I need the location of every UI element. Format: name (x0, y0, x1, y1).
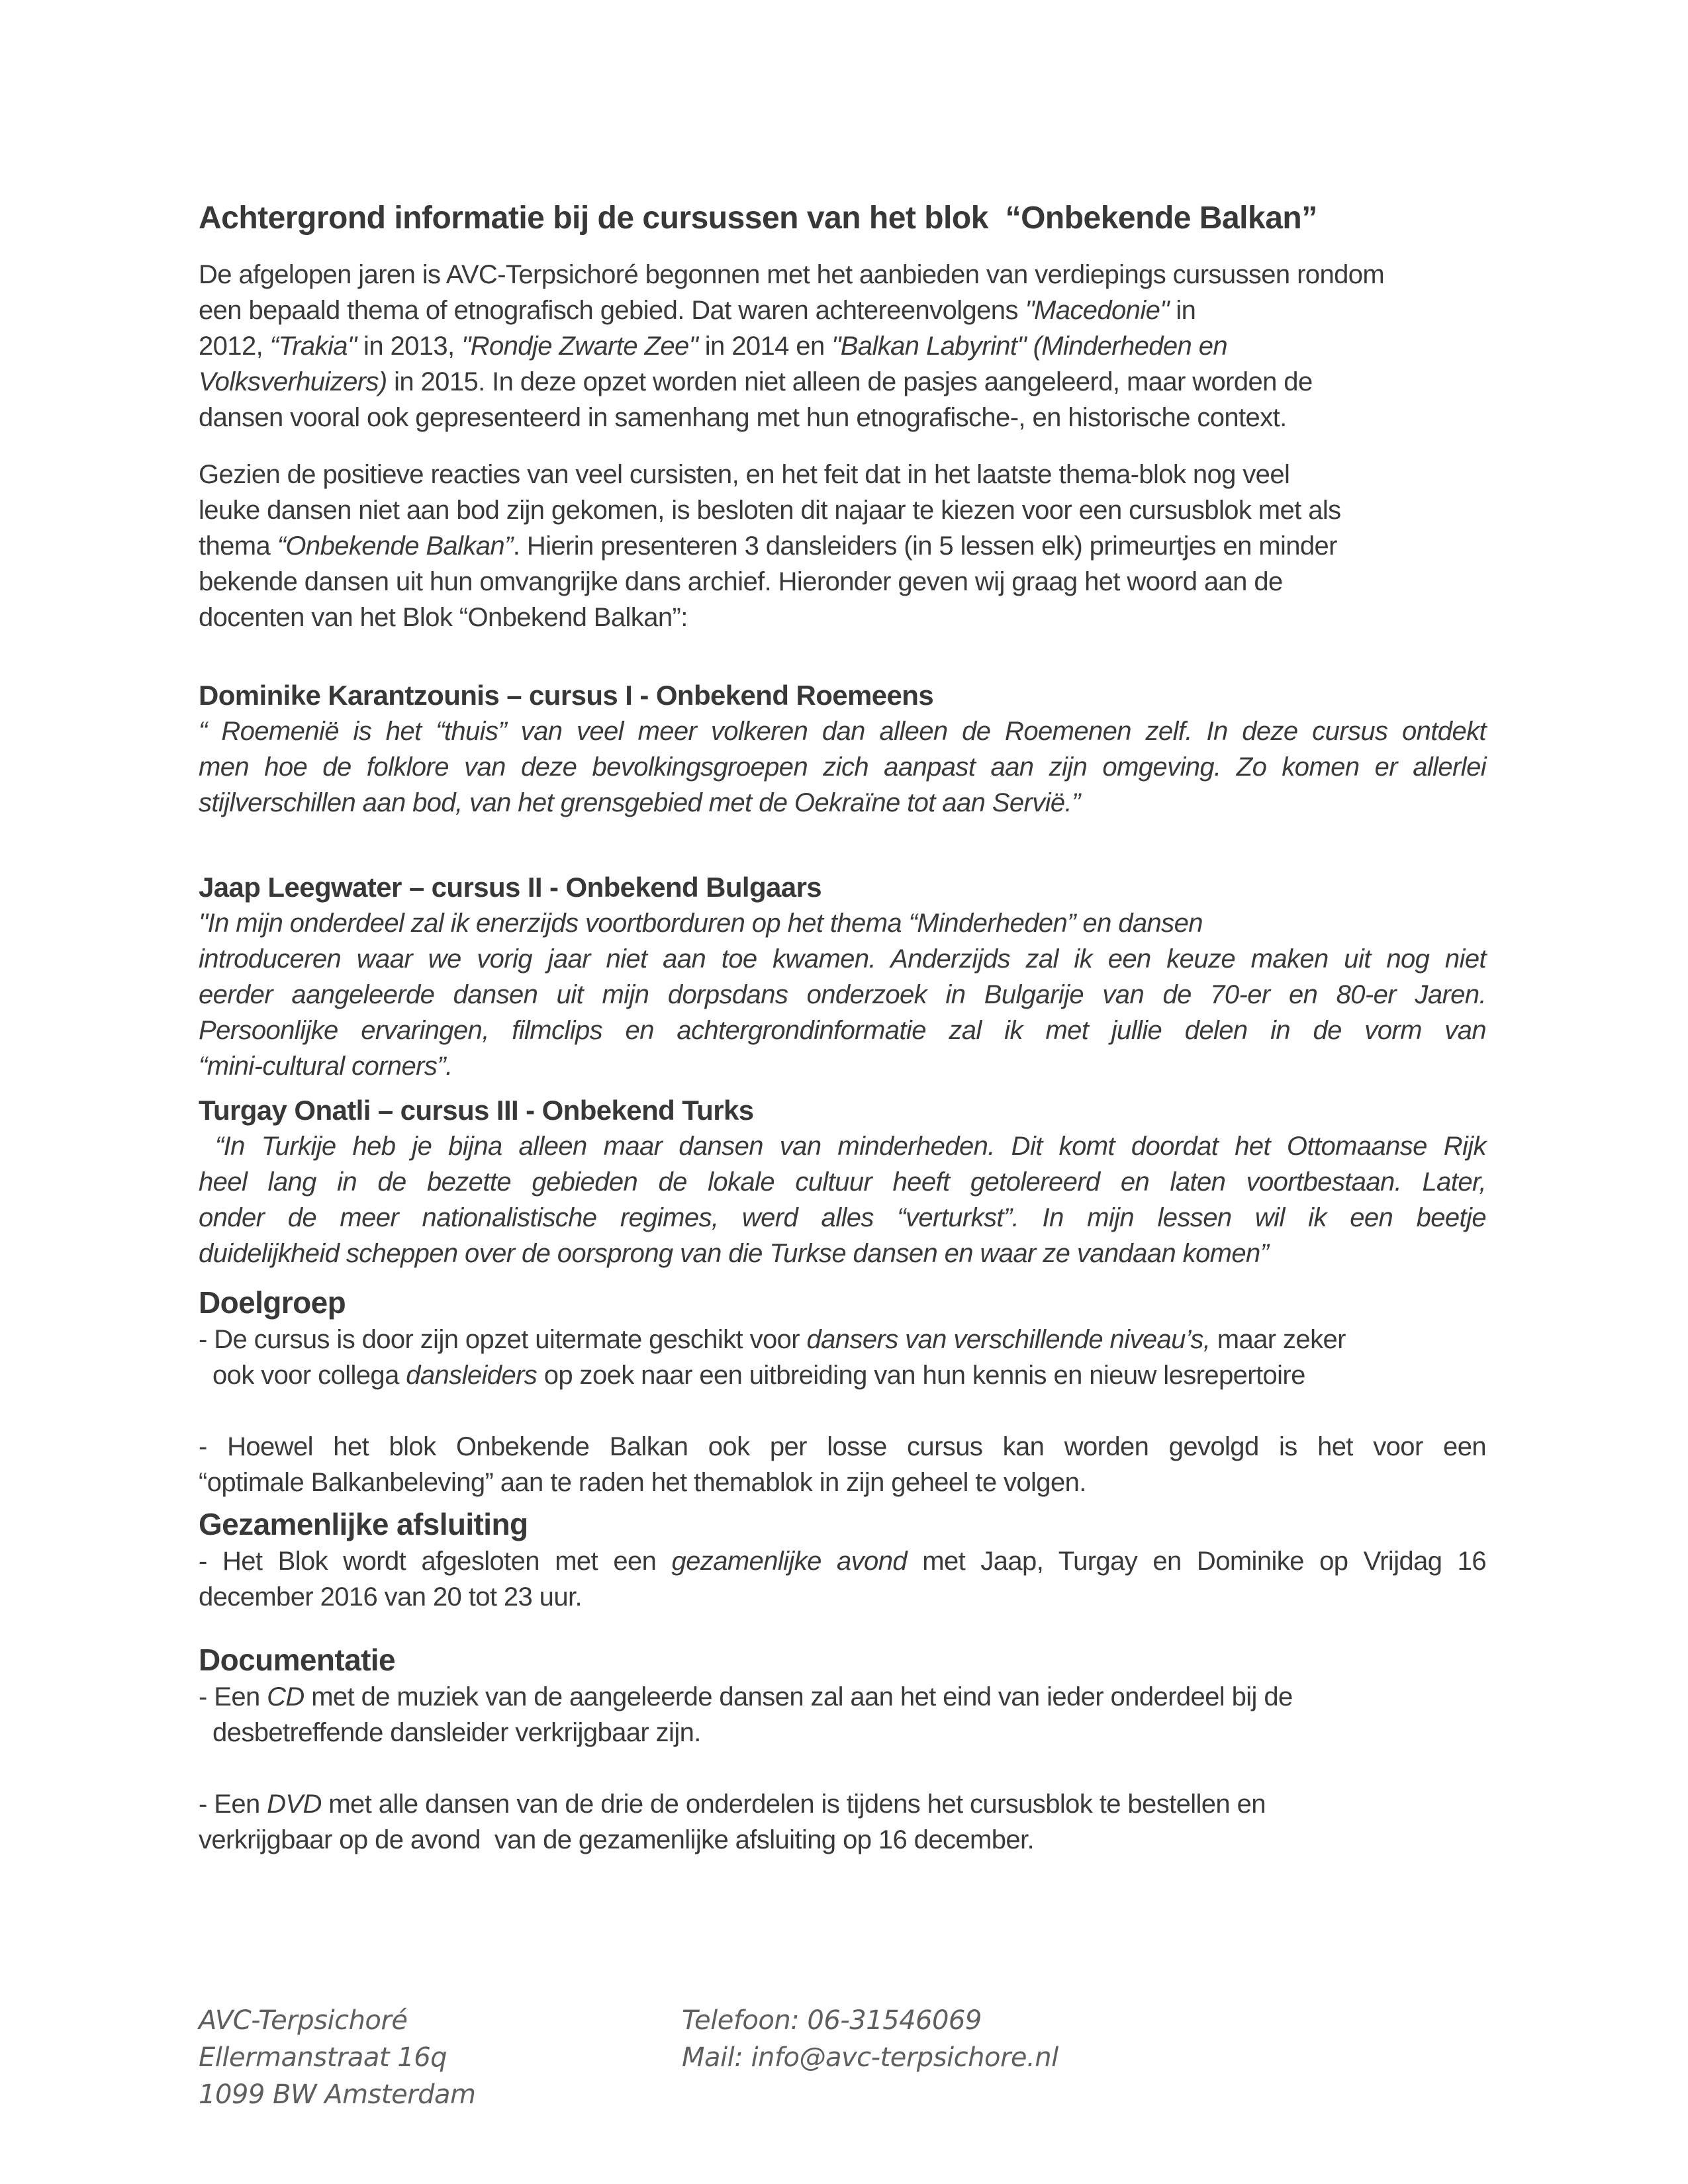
intro-paragraph-text-run: 2012, (199, 332, 270, 361)
intro-paragraph-text-run: in 2014 en (698, 332, 832, 361)
intro-paragraph-text-run: De afgelopen jaren is AVC-Terpsichoré begonnen met het aanbieden van verdiepings cursussen rondom (199, 260, 1385, 289)
gezamenlijke-bullet-text-run: december 2016 van 20 tot 23 uur. (199, 1582, 583, 1612)
documentatie-dvd-bullet-text-run: verkrijgbaar op de avond van de gezamenlijke afsluiting op 16 december. (199, 1825, 1035, 1854)
doelgroep-bullet-1-line (199, 1357, 1486, 1393)
intro-paragraph-italic-run: (Minderheden en (1033, 332, 1227, 361)
quote-turgay-text-run: onder de meer nationalistische regimes, werd alles “verturkst”. In mijn lessen wil ik een beetje (199, 1203, 1486, 1232)
intro-paragraph (199, 257, 1486, 435)
intro-paragraph-line (199, 364, 1486, 400)
heading-turgay: Turgay Onatli – cursus III - Onbekend Turks (199, 1095, 754, 1126)
quote-jaap-text-run: Persoonlijke ervaringen, filmclips en achtergrondinformatie zal ik met jullie delen in de vorm van (199, 1016, 1486, 1045)
intro-paragraph-2-text-run: thema (199, 531, 277, 561)
gezamenlijke-bullet-line (199, 1543, 1486, 1579)
intro-paragraph-line (199, 257, 1486, 293)
doelgroep-bullet-2-line (199, 1465, 1486, 1500)
intro-paragraph-2-text-run: docenten van het Blok “Onbekend Balkan”: (199, 603, 688, 632)
heading-jaap: Jaap Leegwater – cursus II - Onbekend Bulgaars (199, 872, 822, 903)
document-content (199, 199, 1486, 1858)
gezamenlijke-bullet-line (199, 1579, 1486, 1615)
intro-paragraph-text-run: dansen vooral ook gepresenteerd in samenhang met hun etnografische-, en historische context. (199, 403, 1287, 432)
footer-contact (682, 2002, 1486, 2113)
footer (199, 2002, 1486, 2113)
intro-paragraph-2-text-run: . Hierin presenteren 3 dansleiders (in 5 lessen elk) primeurtjes en minder (512, 531, 1337, 561)
intro-paragraph-2-line (199, 457, 1486, 492)
quote-jaap-text-run: introduceren waar we vorig jaar niet aan toe kwamen. Anderzijds zal ik een keuze maken uit nog niet (199, 944, 1486, 974)
quote-turgay-line (199, 1236, 1486, 1271)
quote-dominike-text-run: stijlverschillen aan bod, van het grensgebied met de Oekraïne tot aan Servië.” (199, 788, 1080, 817)
quote-dominike-text-run: men hoe de folklore van deze bevolkingsgroepen zich aanpast aan zijn omgeving. Zo komen er allerlei (199, 752, 1486, 782)
doelgroep-bullet-1-italic-run: dansleiders (406, 1361, 538, 1390)
gezamenlijke-bullet (199, 1543, 1486, 1615)
quote-jaap-line (199, 1013, 1486, 1048)
intro-paragraph-text-run: in 2013, (356, 332, 462, 361)
heading-gezamenlijke: Gezamenlijke afsluiting (199, 1507, 528, 1541)
doelgroep-bullet-2-line (199, 1429, 1486, 1465)
gezamenlijke-bullet-text-run: - Het Blok wordt afgesloten met een (199, 1547, 672, 1576)
intro-paragraph-italic-run: "Rondje Zwarte Zee" (461, 332, 698, 361)
intro-paragraph-2-line (199, 564, 1486, 600)
intro-paragraph-text-run: een bepaald thema of etnografisch gebied. Dat waren achtereenvolgens (199, 296, 1025, 325)
intro-paragraph-line (199, 328, 1486, 364)
intro-paragraph-2-italic-run: “Onbekende Balkan” (277, 531, 513, 561)
documentatie-cd-bullet-italic-run: CD (267, 1682, 305, 1711)
footer-street: Ellermanstraat 16q (199, 2042, 447, 2073)
doelgroep-bullet-1-text-run: op zoek naar een uitbreiding van hun kennis en nieuw lesrepertoire (537, 1361, 1305, 1390)
quote-turgay (199, 1128, 1486, 1271)
doelgroep-bullet-2-text-run: - Hoewel het blok Onbekende Balkan ook per losse cursus kan worden gevolgd is het voor een (199, 1432, 1486, 1461)
quote-jaap-line (199, 977, 1486, 1013)
intro-paragraph-2 (199, 457, 1486, 635)
documentatie-dvd-bullet-line (199, 1786, 1486, 1822)
documentatie-dvd-bullet (199, 1786, 1486, 1858)
footer-mail: Mail: info@avc-terpsichore.nl (682, 2042, 1058, 2073)
documentatie-dvd-bullet-line (199, 1822, 1486, 1858)
doelgroep-bullet-2 (199, 1429, 1486, 1500)
footer-address (199, 2002, 682, 2113)
intro-paragraph-text-run: in (1168, 296, 1196, 325)
heading-doelgroep: Doelgroep (199, 1285, 346, 1320)
quote-jaap-text-run: “mini-cultural corners”. (199, 1052, 453, 1081)
quote-dominike-line (199, 749, 1486, 785)
documentatie-cd-bullet-line (199, 1715, 1486, 1751)
page-title: Achtergrond informatie bij de cursussen van het blok “Onbekende Balkan” (199, 201, 1317, 236)
document-body (199, 257, 1486, 1858)
intro-paragraph-line (199, 293, 1486, 328)
intro-paragraph-italic-run: "Macedonie" (1025, 296, 1169, 325)
intro-paragraph-italic-run: "Balkan Labyrint" (831, 332, 1027, 361)
heading-documentatie: Documentatie (199, 1643, 395, 1677)
intro-paragraph-2-text-run: bekende dansen uit hun omvangrijke dans archief. Hieronder geven wij graag het woord aan de (199, 567, 1283, 596)
intro-paragraph-2-text-run: Gezien de positieve reacties van veel cursisten, en het feit dat in het laatste thema-blok nog veel (199, 460, 1290, 489)
intro-paragraph-italic-run: Volksverhuizers) (199, 367, 387, 396)
doelgroep-bullet-1-text-run: - De cursus is door zijn opzet uitermate geschikt voor (199, 1325, 807, 1354)
intro-paragraph-2-line (199, 600, 1486, 635)
documentatie-cd-bullet-text-run: - Een (199, 1682, 267, 1711)
gezamenlijke-bullet-text-run: met Jaap, Turgay en Dominike op Vrijdag 16 (906, 1547, 1486, 1576)
quote-turgay-line (199, 1164, 1486, 1200)
quote-jaap (199, 905, 1486, 1084)
doelgroep-bullet-2-text-run: “optimale Balkanbeleving” aan te raden het themablok in zijn geheel te volgen. (199, 1468, 1086, 1497)
intro-paragraph-line (199, 400, 1486, 435)
documentatie-cd-bullet (199, 1679, 1486, 1751)
heading-dominike: Dominike Karantzounis – cursus I - Onbekend Roemeens (199, 680, 934, 711)
quote-turgay-text-run: duidelijkheid scheppen over de oorsprong van die Turkse dansen en waar ze vandaan komen” (199, 1239, 1269, 1268)
documentatie-cd-bullet-text-run: desbetreffende dansleider verkrijgbaar zijn. (199, 1718, 701, 1747)
quote-dominike-line (199, 785, 1486, 821)
intro-paragraph-2-text-run: leuke dansen niet aan bod zijn gekomen, is besloten dit najaar te kiezen voor een cursusblok met als (199, 496, 1341, 525)
footer-city: 1099 BW Amsterdam (199, 2079, 476, 2110)
quote-dominike-line (199, 713, 1486, 749)
quote-jaap-text-run: eerder aangeleerde dansen uit mijn dorpsdans onderzoek in Bulgarije van de 70-er en 80-er Jaren. (199, 980, 1486, 1009)
quote-jaap-line (199, 941, 1486, 977)
doelgroep-bullet-1-italic-run: dansers van verschillende niveau’s, (806, 1325, 1211, 1354)
documentatie-cd-bullet-text-run: met de muziek van de aangeleerde dansen zal aan het eind van ieder onderdeel bij de (304, 1682, 1293, 1711)
documentatie-dvd-bullet-text-run: - Een (199, 1790, 267, 1819)
quote-turgay-line (199, 1200, 1486, 1236)
doelgroep-bullet-1-text-run: ook voor collega (199, 1361, 406, 1390)
footer-telefoon: Telefoon: 06-31546069 (682, 2005, 982, 2036)
quote-jaap-line (199, 905, 1486, 941)
intro-paragraph-2-line (199, 492, 1486, 528)
doelgroep-bullet-1-line (199, 1322, 1486, 1357)
intro-paragraph-text-run: in 2015. In deze opzet worden niet alleen de pasjes aangeleerd, maar worden de (387, 367, 1313, 396)
documentatie-dvd-bullet-italic-run: DVD (267, 1790, 322, 1819)
intro-paragraph-2-line (199, 528, 1486, 564)
quote-turgay-line (199, 1128, 1486, 1164)
quote-turgay-text-run: heel lang in de bezette gebieden de lokale cultuur heeft getolereerd en laten voortbestaan. Later, (199, 1167, 1486, 1197)
footer-org-name: AVC-Terpsichoré (199, 2005, 408, 2036)
doelgroep-bullet-1-text-run: maar zeker (1210, 1325, 1346, 1354)
intro-paragraph-text-run (1026, 332, 1033, 361)
gezamenlijke-bullet-italic-run: gezamenlijke avond (671, 1547, 907, 1576)
quote-turgay-text-run: “In Turkije heb je bijna alleen maar dansen van minderheden. Dit komt doordat het Ottomaanse Rijk (199, 1132, 1486, 1161)
documentatie-cd-bullet-line (199, 1679, 1486, 1715)
doelgroep-bullet-1 (199, 1322, 1486, 1393)
quote-jaap-text-run: "In mijn onderdeel zal ik enerzijds voortborduren op het thema “Minderheden” en dansen (199, 909, 1203, 938)
quote-jaap-line (199, 1048, 1486, 1084)
quote-dominike-text-run: “ Roemenië is het “thuis” van veel meer volkeren dan alleen de Roemenen zelf. In deze cursus ontdekt (199, 717, 1486, 746)
quote-dominike (199, 713, 1486, 821)
intro-paragraph-italic-run: “Trakia" (269, 332, 357, 361)
documentatie-dvd-bullet-text-run: met alle dansen van de drie de onderdelen is tijdens het cursusblok te bestellen en (321, 1790, 1266, 1819)
